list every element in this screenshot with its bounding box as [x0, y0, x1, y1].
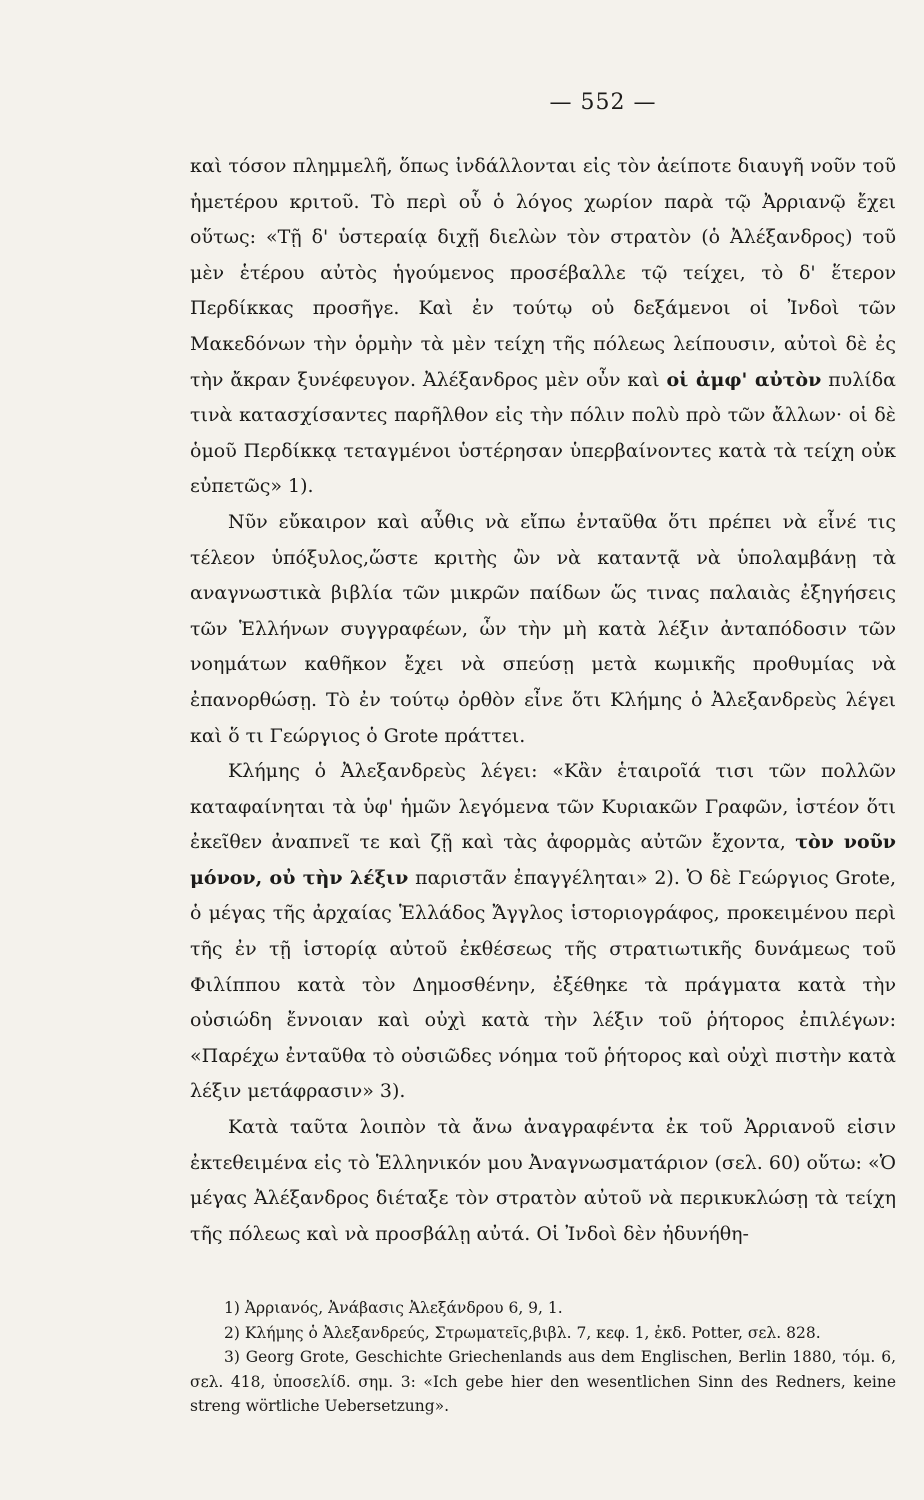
- footnotes: [190, 1296, 896, 1419]
- text-run: Κατὰ ταῦτα λοιπὸν τὰ ἄνω ἀναγραφέντα ἐκ τοῦ Ἀρριανοῦ εἰσιν ἐκτεθειμένα εἰς τὸ Ἑλληνικόν μου Ἀναγνωσματάριον (σελ. 60) οὕτω: «Ὁ μέγας Ἀλέξανδρος διέταξε τὸν στρατὸν αὐτοῦ νὰ περικυκλώσῃ τὰ τείχη τῆς πόλεως καὶ νὰ προσβάλῃ αὐτά. Οἱ Ἰνδοὶ δὲν ἠδυνήθη-: [190, 1116, 896, 1245]
- text-run: Κλήμης ὁ Ἀλεξανδρεὺς λέγει: «Κἂν ἑταιροῖά τισι τῶν πολλῶν καταφαίνηται τὰ ὑφ' ἡμῶν λεγόμενα τῶν Κυριακῶν Γραφῶν, ἰστέον ὅτι ἐκεῖθεν ἀναπνεῖ τε καὶ ζῇ καὶ τὰς ἀφορμὰς αὐτῶν ἔχοντα,: [190, 760, 896, 854]
- paragraph-4: [190, 1110, 896, 1252]
- footnote-2: 2) Κλήμης ὁ Ἀλεξανδρεύς, Στρωματεῖς,βιβλ. 7, κεφ. 1, ἐκδ. Potter, σελ. 828.: [224, 1323, 821, 1342]
- body-text: [190, 149, 896, 1252]
- page-number: — 552 —: [549, 90, 657, 115]
- text-run: Νῦν εὔκαιρον καὶ αὖθις νὰ εἴπω ἐνταῦθα ὅτι πρέπει νὰ εἶνέ τις τέλεον ὑπόξυλος,ὥστε κριτὴς ὢν νὰ καταντᾷ νὰ ὑπολαμβάνῃ τὰ αναγνωστικὰ βιβλία τῶν μικρῶν παίδων ὥς τινας παλαιὰς ἐξηγήσεις τῶν Ἑλλήνων συγγραφέων, ὧν τὴν μὴ κατὰ λέξιν ἀνταπόδοσιν τῶν νοημάτων καθῆκον ἔχει νὰ σπεύσῃ μετὰ κωμικῆς προθυμίας νὰ ἐπανορθώσῃ. Τὸ ἐν τούτῳ ὀρθὸν εἶνε ὅτι Κλήμης ὁ Ἀλεξανδρεὺς λέγει καὶ ὅ τι Γεώργιος ὁ Grote πράττει.: [190, 510, 896, 747]
- bold-text-run: οἱ ἀμφ' αὐτὸν: [666, 368, 822, 391]
- paragraph-2: [190, 505, 896, 754]
- text-run: πυλίδα τινὰ κατασχίσαντες παρῆλθον εἰς τὴν πόλιν πολὺ πρὸ τῶν ἄλλων· οἱ δὲ ὁμοῦ Περδίκκᾳ τεταγμένοι ὑστέρησαν ὑπερβαίνοντες κατὰ τὰ τείχη οὐκ εὐπετῶς» 1).: [190, 368, 896, 498]
- paragraph-3: [190, 754, 896, 1110]
- bold-text-run: τὸν νοῦν μόνον, οὐ τὴν λέξιν: [190, 831, 896, 889]
- text-run: καὶ τόσον πλημμελῆ, ὅπως ἰνδάλλονται εἰς τὸν ἀείποτε διαυγῆ νοῦν τοῦ ἡμετέρου κριτοῦ. Τὸ περὶ οὗ ὁ λόγος χωρίον παρὰ τῷ Ἀρριανῷ ἔχει οὕτως: «Τῇ δ' ὑστεραίᾳ διχῇ διελὼν τὸν στρατὸν (ὁ Ἀλέξανδρος) τοῦ μὲν ἑτέρου αὐτὸς ἡγούμενος προσέβαλλε τῷ τείχει, τὸ δ' ἕτερον Περδίκκας προσῆγε. Καὶ ἐν τούτῳ οὐ δεξάμενοι οἱ Ἰνδοὶ τῶν Μακεδόνων τὴν ὁρμὴν τὰ μὲν τείχη τῆς πόλεως λείπουσιν, αὐτοὶ δὲ ἐς τὴν ἄκραν ξυνέφευγον. Ἀλέξανδρος μὲν οὖν καὶ: [190, 155, 896, 391]
- text-run: παριστᾶν ἐπαγγέληται» 2). Ὁ δὲ Γεώργιος Grote, ὁ μέγας τῆς ἀρχαίας Ἑλλάδος Ἄγγλος ἱστοριογράφος, προκειμένου περὶ τῆς ἐν τῇ ἱστορίᾳ αὐτοῦ ἐκθέσεως τῆς στρατιωτικῆς δυνάμεως τοῦ Φιλίππου κατὰ τὸν Δημοσθένην, ἐξέθηκε τὰ πράγματα κατὰ τὴν οὐσιώδη ἔννοιαν καὶ οὐχὶ κατὰ τὴν λέξιν τοῦ ῥήτορος ἐπιλέγων: «Παρέχω ἐνταῦθα τὸ οὐσιῶδες νόημα τοῦ ῥήτορος καὶ οὐχὶ πιστὴν κατὰ λέξιν μετάφρασιν» 3).: [190, 866, 897, 1103]
- footnote-3: 3) Georg Grote, Geschichte Griechenlands aus dem Englischen, Berlin 1880, τόμ. 6, σελ. 418, ὑποσελίδ. σημ. 3: «Ich gebe hier den wesentlichen Sinn des Redners, keine streng wörtliche Uebersetzung».: [190, 1348, 896, 1416]
- paragraph-1: [190, 149, 896, 505]
- footnote-1: 1) Ἀρριανός, Ἀνάβασις Ἀλεξάνδρου 6, 9, 1.: [224, 1299, 563, 1318]
